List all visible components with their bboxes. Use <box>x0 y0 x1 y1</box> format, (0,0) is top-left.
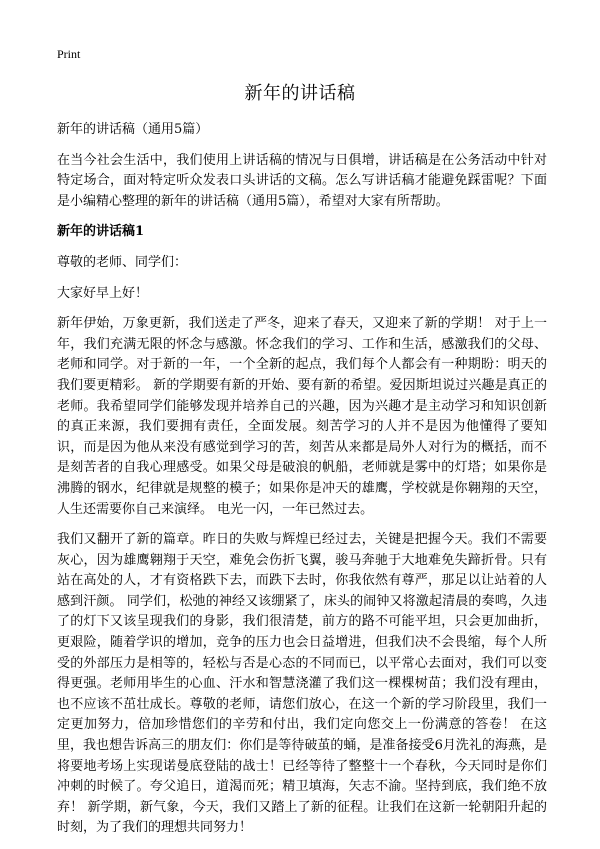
body-paragraph-2: 我们又翻开了新的篇章。昨日的失败与辉煌已经过去，关键是把握今天。我们不需要灰心，因为雄鹰翱翔于天空，难免会伤折飞翼，骏马奔驰于大地难免失蹄折骨。只有站在高处的人，才有资格跌下去，而跌下去时，你我依然有尊严，那足以让站着的人感到汗颜。 同学们，松弛的神经又该绷紧了，床头的闹钟又将激起清晨的奏鸣，久违了的灯下又该呈现我们的身影，我们很清楚，前方的路不可能平坦，只会更加曲折，更艰险，随着学识的增加，竞争的压力也会日益增进，但我们决不会畏缩，每个人所受的外部压力是相等的，轻松与否是心态的不同而已，以平常心去面对，我们可以变得更强。老师用毕生的心血、汗水和智慧浇灌了我们这一棵棵树苗；我们没有理由，也不应该不茁壮成长。尊敬的老师，请您们放心，在这一个新的学习阶段里，我们一定更加努力，倍加珍惜您们的辛劳和付出，我们定向您交上一份满意的答卷！ 在这里，我也想告诉高三的朋友们：你们是等待破茧的蛹，是准备接受6月洗礼的海燕，是将要地考场上实现诺曼底登陆的战士！已经等待了整整十一个春秋，今天同时是你们冲刺的时候了。夸父追日，道渴而死；精卫填海，矢志不渝。坚持到底，我们绝不放弃！ 新学期，新气象，今天，我们又踏上了新的征程。让我们在这新一轮朝阳升起的时刻，为了我们的理想共同努力！ <box>57 532 547 836</box>
page-title: 新年的讲话稿 <box>244 83 356 104</box>
document-subtitle: 新年的讲话稿（通用5篇） <box>57 122 209 137</box>
salutation: 尊敬的老师、同学们： <box>57 254 188 270</box>
document-body <box>57 120 547 849</box>
print-link[interactable]: Print <box>57 47 81 61</box>
section-heading: 新年的讲话稿1 <box>57 224 145 240</box>
intro-paragraph: 在当今社会生活中，我们使用上讲话稿的情况与日俱增，讲话稿是在公务活动中针对特定场合，面对特定听众发表口头讲话的文稿。怎么写讲话稿才能避免踩雷呢？下面是小编精心整理的新年的讲话稿（通用5篇），希望对大家有所帮助。 <box>57 152 547 209</box>
greeting: 大家好早上好！ <box>57 285 149 301</box>
body-paragraph-1: 新年伊始，万象更新，我们送走了严冬，迎来了春天，又迎来了新的学期！ 对于上一年，我们充满无限的怀念与感激。怀念我们的学习、工作和生活，感激我们的父母、老师和同学。对于新的一年，一个全新的起点，我们每个人都会有一种期盼：明天的我们要更精彩。 新的学期要有新的开始、要有新的希望。爱因斯坦说过兴趣是真正的老师。我希望同学们能够发现并培养自己的兴趣，因为兴趣才是主动学习和知识创新的真正来源，我们要拥有责任，全面发展。刻苦学习的人并不是因为他懂得了要知识，而是因为他从来没有感觉到学习的苦，刻苦从来都是局外人对行为的概括，而不是刻苦者的自我心理感受。如果父母是破浪的帆船，老师就是雾中的灯塔；如果你是沸腾的钢水，纪律就是规整的模子；如果你是冲天的雄鹰，学校就是你翱翔的天空，人生还需要你自己来演绎。 电光一闪，一年已然过去。 <box>57 316 547 517</box>
